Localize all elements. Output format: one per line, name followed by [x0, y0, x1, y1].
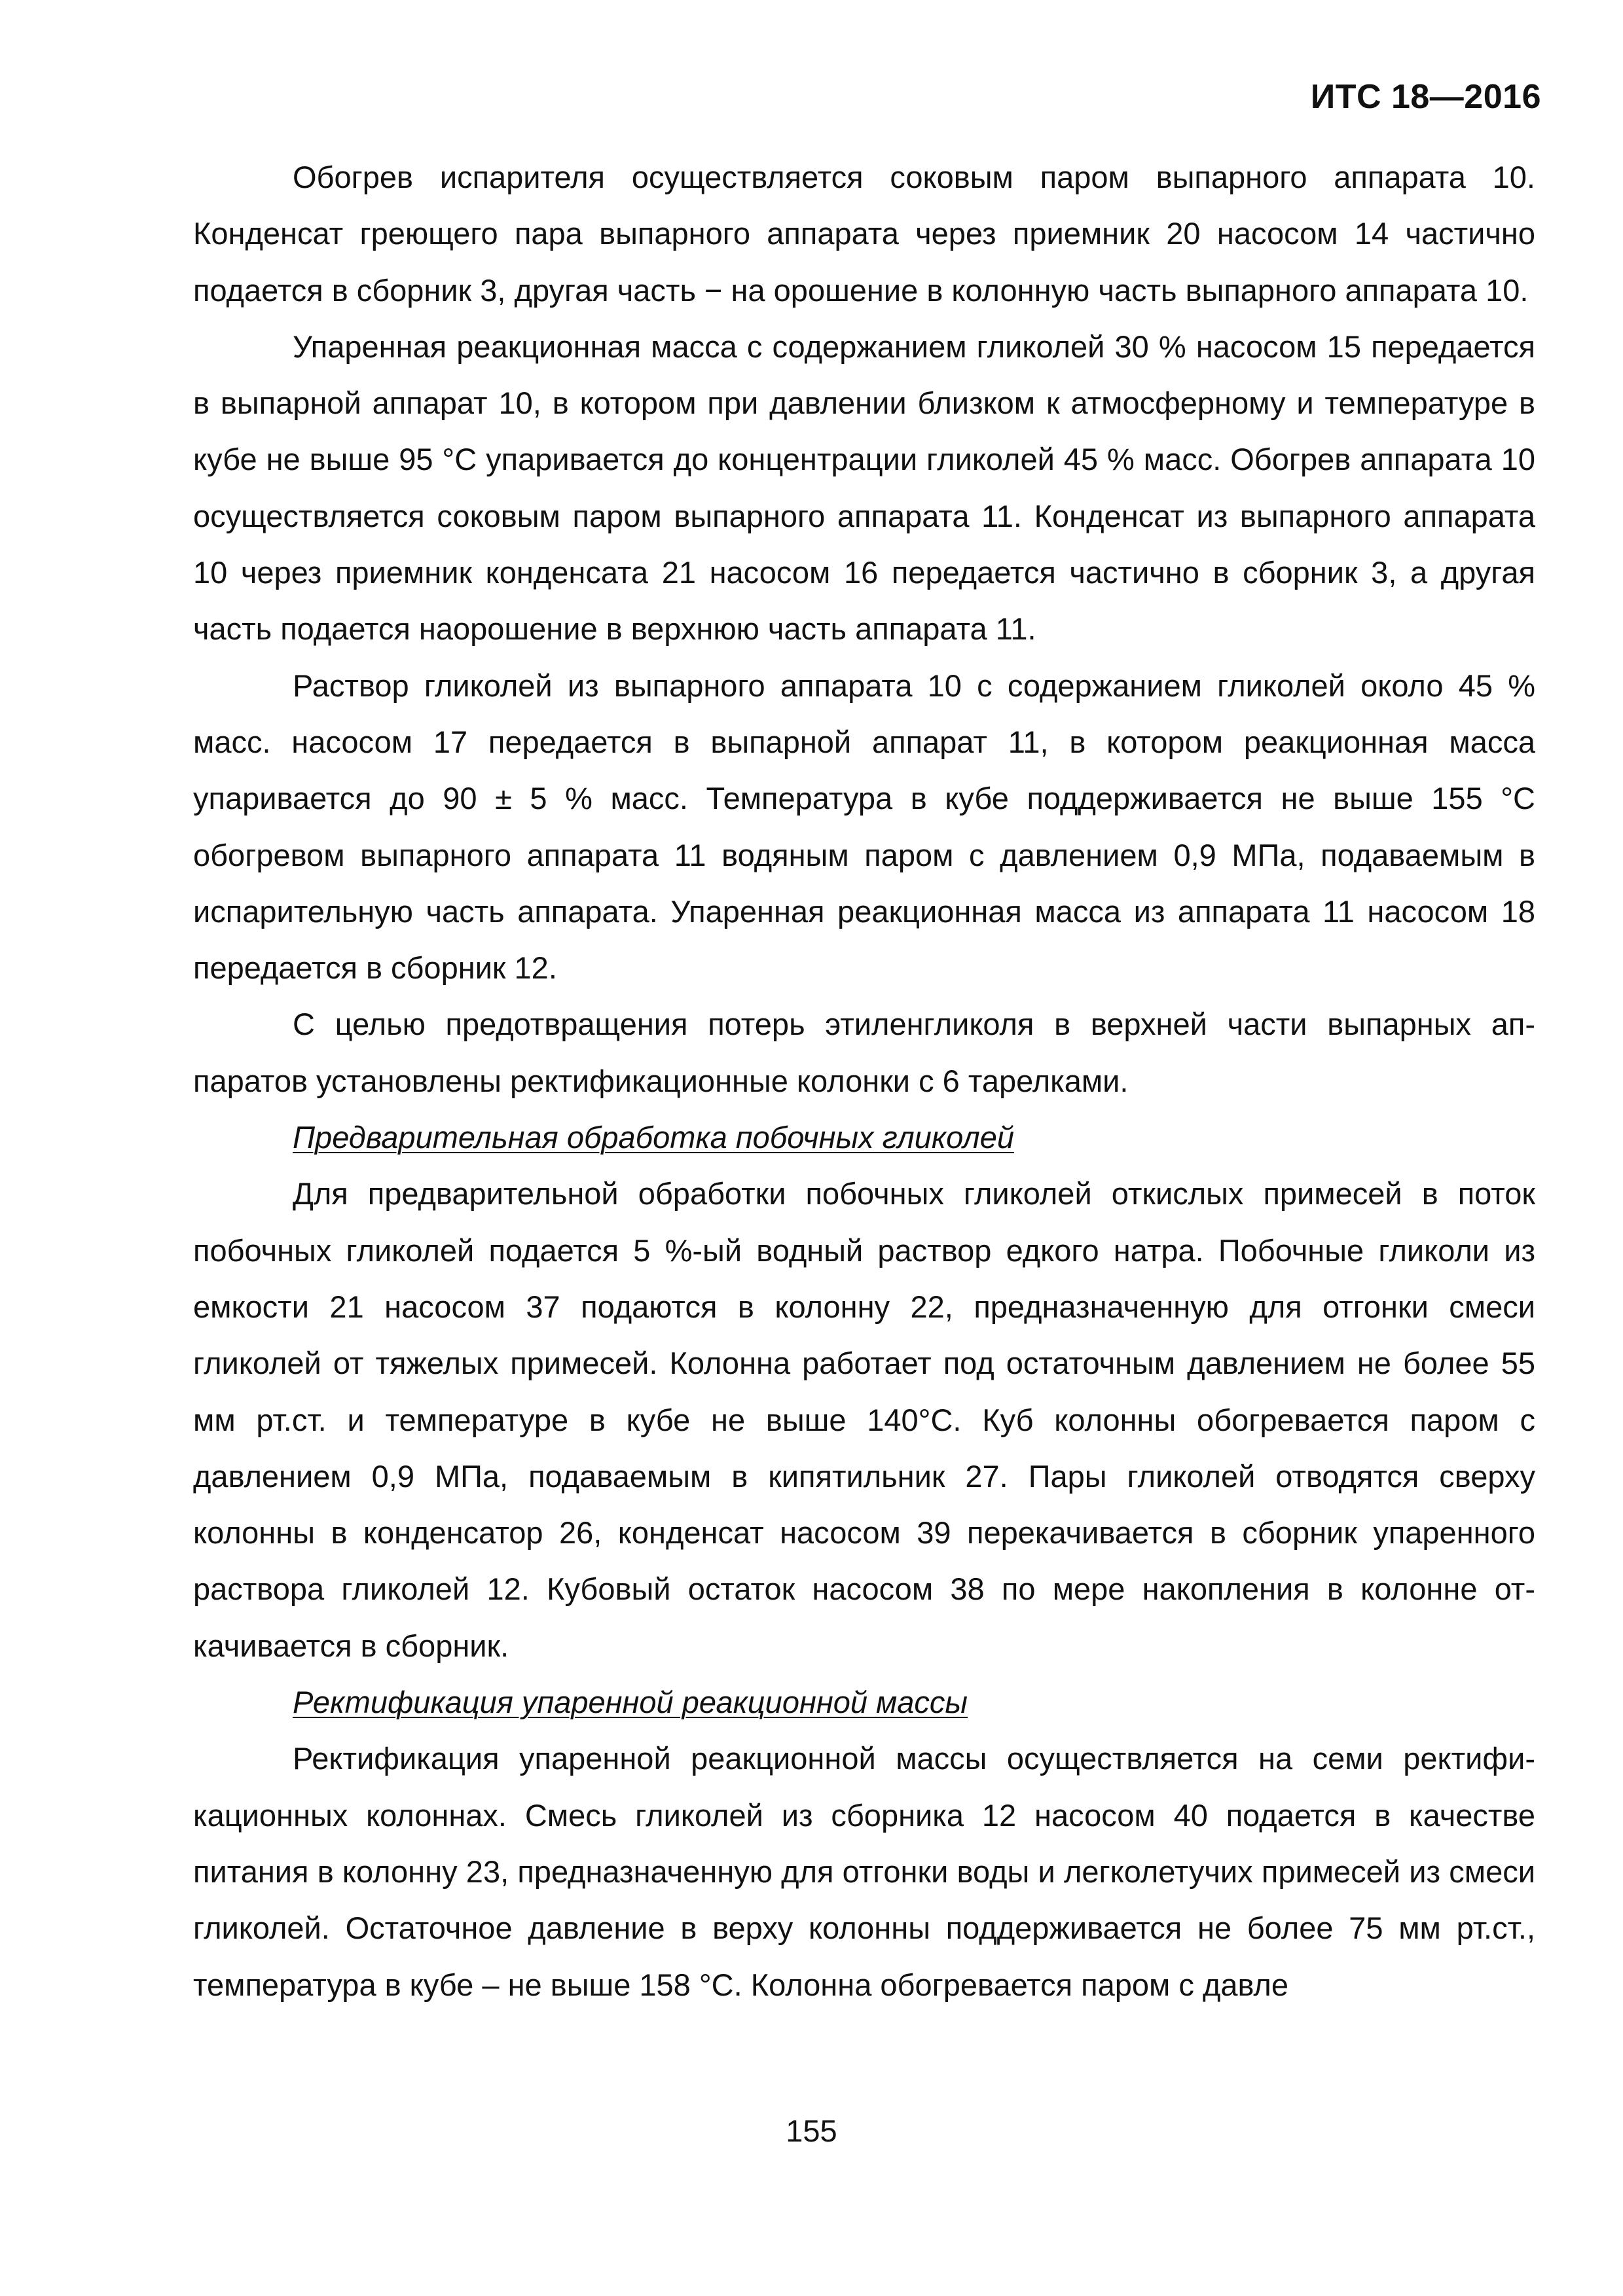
- section-heading-text: Ректификация упаренной реакционной массы: [293, 1685, 968, 1720]
- body-text: [193, 149, 1535, 2013]
- paragraph: Обогрев испарителя осуществляется соковым паром выпарного аппарата 10. Конденсат греющего пара выпарного аппарата через приемник 20 насосом 14 частично подается в сборник 3, другая часть − на орошение в колонную часть выпарного аппарата 10.: [193, 160, 1535, 308]
- section-heading: [193, 1674, 1535, 1731]
- section-heading: [193, 1109, 1535, 1166]
- section-heading-text: Предварительная обработка побочных гликолей: [293, 1120, 1014, 1155]
- paragraph: С целью предотвращения потерь этиленгликоля в верхней части выпарных аппаратов установлены ректификационные колонки с 6 тарелками.: [193, 1007, 1535, 1098]
- paragraph: Ректификация упаренной реакционной массы осуществляется на семи ректификационных колоннах. Смесь гликолей из сборника 12 насосом 40 подается в качестве питания в колонну 23, предназначенную для отгонки воды и легколетучих примесей из смеси гликолей. Остаточное давление в верху колонны поддерживается не более 75 мм рт.ст., температура в кубе – не выше 158 °С. Колонна обогревается паром с давле: [193, 1741, 1535, 2002]
- page-number: 155: [786, 2113, 837, 2148]
- paragraph: Для предварительной обработки побочных гликолей откислых примесей в поток побочных гликолей подается 5 %-ый водный раствор едкого натра. Побочные гликоли из емкости 21 насосом 37 подаются в колонну 22, предназначенную для отгонки смеси гликолей от тяжелых примесей. Колонна работает под остаточным давлением не более 55 мм рт.ст. и температуре в кубе не выше 140°С. Куб колонны обогревается паром с давлением 0,9 МПа, подаваемым в кипятильник 27. Пары гликолей отводятся сверху колонны в конденсатор 26, конденсат насосом 39 перекачивается в сборник упаренного раствора гликолей 12. Кубовый остаток насосом 38 по мере накопления в колонне откачивается в сборник.: [193, 1176, 1535, 1663]
- paragraph: Упаренная реакционная масса с содержанием гликолей 30 % насосом 15 передается в выпарной аппарат 10, в котором при давлении близком к атмосферному и температуре в кубе не выше 95 °С упаривается до концентрации гликолей 45 % масс. Обогрев аппарата 10 осуществляется соковым паром выпарного аппарата 11. Конденсат из выпарного аппарата 10 через приемник конденсата 21 насосом 16 передается частично в сборник 3, а другая часть подается наорошение в верхнюю часть аппарата 11.: [193, 329, 1535, 647]
- paragraph: Раствор гликолей из выпарного аппарата 10 с содержанием гликолей около 45 % масс. насосом 17 передается в выпарной аппарат 11, в котором реакционная масса упаривается до 90 ± 5 % масс. Температура в кубе поддерживается не выше 155 °С обогревом выпарного аппарата 11 водяным паром с давлением 0,9 МПа, подаваемым в испарительную часть аппарата. Упаренная реакционная масса из аппарата 11 насосом 18 передается в сборник 12.: [193, 668, 1535, 986]
- document-code-header: ИТС 18—2016: [1310, 78, 1541, 116]
